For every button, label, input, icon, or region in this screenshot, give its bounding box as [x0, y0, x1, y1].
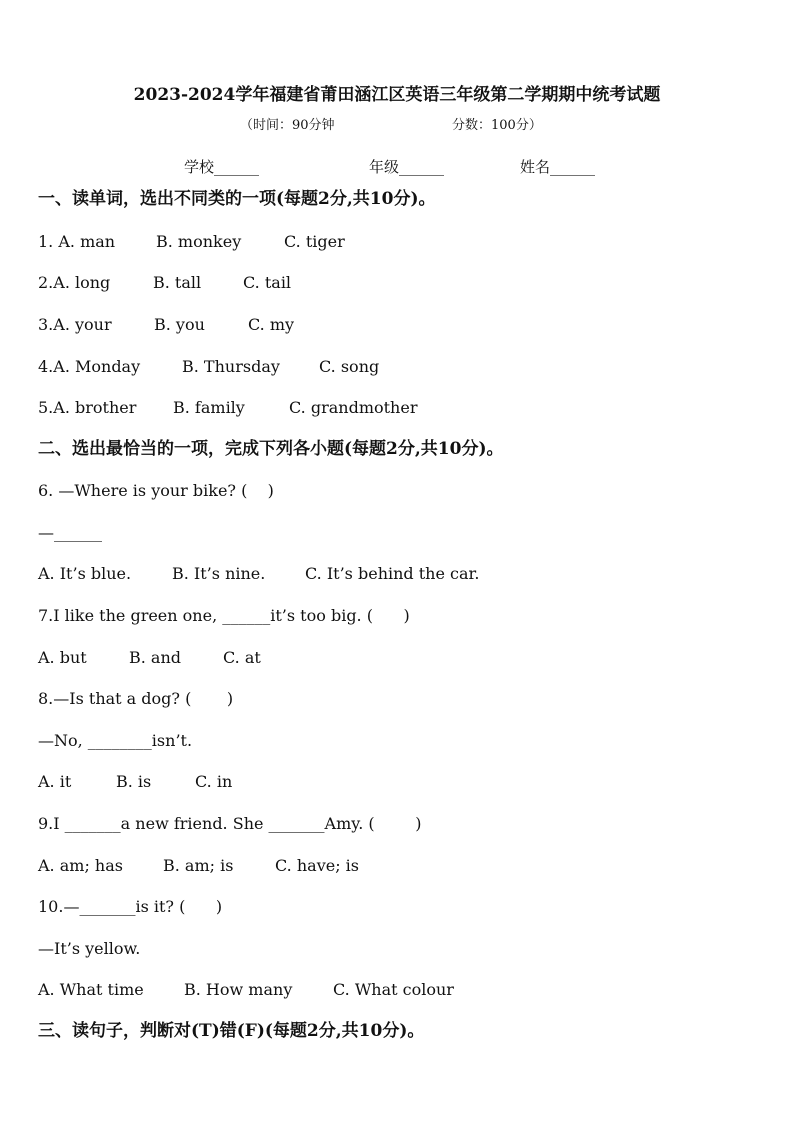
- q1-option-c: C. tiger: [284, 232, 345, 251]
- q8-option-a: A. it: [38, 772, 72, 791]
- q2-option-c: C. tail: [243, 273, 292, 292]
- q5-option-a: 5.A. brother: [38, 398, 137, 417]
- q7-option-b: B. and: [129, 648, 182, 667]
- q8-option-c: C. in: [195, 772, 233, 791]
- q3-option-c: C. my: [248, 315, 295, 334]
- section-1-heading: 一、读单词，选出不同类的一项(每题2分,共10分)。: [38, 189, 436, 209]
- exam-time: （时间：90分钟: [240, 118, 335, 133]
- q4-option-c: C. song: [319, 357, 380, 376]
- q8-option-b: B. is: [116, 772, 152, 791]
- q7-option-a: A. but: [38, 648, 87, 667]
- grade-field: 年级______: [369, 158, 445, 176]
- q1-option-b: B. monkey: [156, 232, 242, 251]
- q10-reply: —It’s yellow.: [38, 939, 141, 958]
- q8-reply: —No, ________isn’t.: [38, 731, 193, 750]
- q1-option-a: 1. A. man: [38, 232, 116, 251]
- exam-score: 分数：100分）: [452, 118, 542, 133]
- q6-option-b: B. It’s nine.: [172, 564, 266, 583]
- q7-stem: 7.I like the green one, ______it’s too big. ( ): [38, 606, 410, 625]
- q9-option-a: A. am; has: [38, 856, 123, 875]
- q4-option-b: B. Thursday: [182, 357, 280, 376]
- q6-option-a: A. It’s blue.: [38, 564, 132, 583]
- q9-option-b: B. am; is: [163, 856, 234, 875]
- q5-option-b: B. family: [173, 398, 245, 417]
- q10-option-b: B. How many: [184, 980, 293, 999]
- q3-option-b: B. you: [154, 315, 205, 334]
- q3-option-a: 3.A. your: [38, 315, 112, 334]
- q5-option-c: C. grandmother: [289, 398, 418, 417]
- q10-option-a: A. What time: [38, 980, 144, 999]
- q7-option-c: C. at: [223, 648, 261, 667]
- q9-stem: 9.I _______a new friend. She _______Amy. ( ): [38, 814, 422, 833]
- q9-option-c: C. have; is: [275, 856, 359, 875]
- q6-reply: —______: [38, 523, 102, 542]
- section-3-heading: 三、读句子，判断对(T)错(F)(每题2分,共10分)。: [38, 1021, 425, 1041]
- name-field: 姓名______: [520, 158, 596, 176]
- q10-option-c: C. What colour: [333, 980, 454, 999]
- exam-title: 2023-2024学年福建省莆田涵江区英语三年级第二学期期中统考试题: [133, 85, 661, 105]
- q6-stem: 6. —Where is your bike? ( ): [38, 481, 274, 500]
- q4-option-a: 4.A. Monday: [38, 357, 141, 376]
- q2-option-a: 2.A. long: [38, 273, 111, 292]
- q2-option-b: B. tall: [153, 273, 202, 292]
- q6-option-c: C. It’s behind the car.: [305, 564, 480, 583]
- school-field: 学校______: [184, 158, 260, 176]
- q10-stem: 10.—_______is it? ( ): [38, 897, 223, 916]
- section-2-heading: 二、选出最恰当的一项，完成下列各小题(每题2分,共10分)。: [38, 439, 504, 459]
- q8-stem: 8.—Is that a dog? ( ): [38, 689, 234, 708]
